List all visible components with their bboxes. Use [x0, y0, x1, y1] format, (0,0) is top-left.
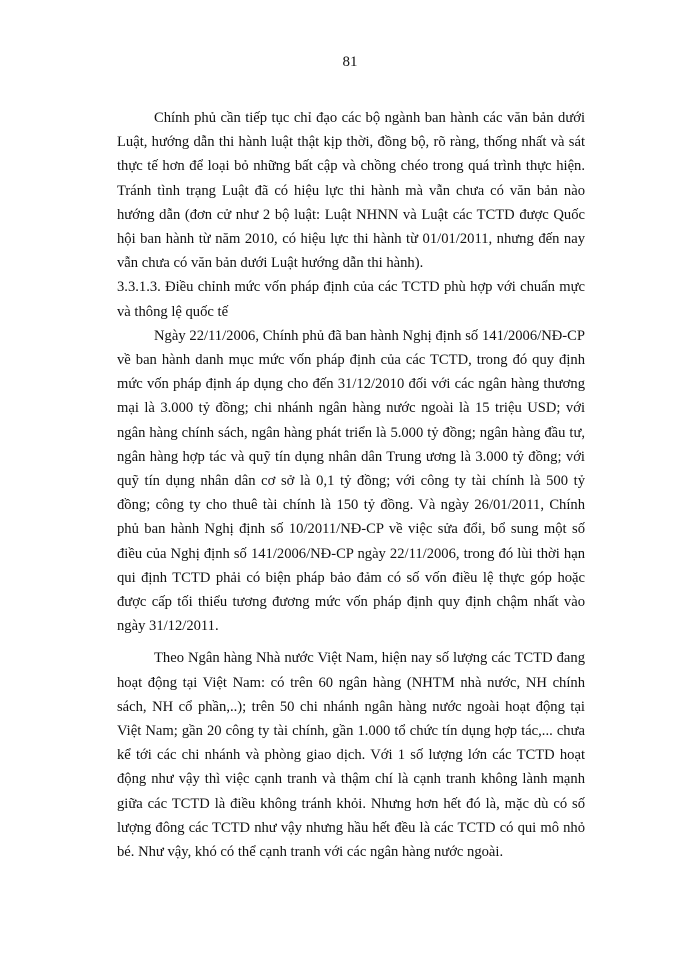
section-heading-3-3-1-3: 3.3.1.3. Điều chỉnh mức vốn pháp định của các TCTD phù hợp với chuẩn mực và thông lệ quốc tế: [117, 279, 585, 320]
paragraph-legal-capital-decree: Ngày 22/11/2006, Chính phủ đã ban hành Nghị định số 141/2006/NĐ-CP về ban hành danh mục mức vốn pháp định của các TCTD, trong đó quy định mức vốn pháp định áp dụng cho đến 31/12/2010 đối với các ngân hàng thương mại là 3.000 tỷ đồng; chi nhánh ngân hàng nước ngoài là 15 triệu USD; với ngân hàng chính sách, ngân hàng phát triển là 5.000 tỷ đồng; ngân hàng đầu tư, ngân hàng hợp tác và quỹ tín dụng nhân dân Trung ương là 3.000 tỷ đồng; với quỹ tín dụng nhân dân cơ sở là 0,1 tỷ đồng; với công ty tài chính là 500 tỷ đồng; công ty cho thuê tài chính là 150 tỷ đồng. Và ngày 26/01/2011, Chính phủ ban hành Nghị định số 10/2011/NĐ-CP về việc sửa đổi, bổ sung một số điều của Nghị định số 141/2006/NĐ-CP ngày 22/11/2006, trong đó lùi thời hạn qui định TCTD phải có biện pháp bảo đảm có số vốn điều lệ thực góp hoặc được cấp tối thiểu tương đương mức vốn pháp định quy định chậm nhất vào ngày 31/12/2011.: [117, 327, 585, 635]
paragraph-government-guidance: Chính phủ cần tiếp tục chỉ đạo các bộ ngành ban hành các văn bản dưới Luật, hướng dẫn thi hành luật thật kịp thời, đồng bộ, rõ ràng, thống nhất và sát thực tế hơn để loại bỏ những bất cập và chồng chéo trong quá trình thực hiện. Tránh tình trạng Luật đã có hiệu lực thi hành mà vẫn chưa có văn bản nào hướng dẫn (đơn cử như 2 bộ luật: Luật NHNN và Luật các TCTD được Quốc hội ban hành từ năm 2010, có hiệu lực thi hành từ 01/01/2011, nhưng đến nay vẫn chưa có văn bản dưới Luật hướng dẫn thi hành).: [117, 110, 585, 272]
page-number: 81: [342, 54, 358, 70]
document-body: [117, 106, 585, 864]
paragraph-credit-institutions-count: Theo Ngân hàng Nhà nước Việt Nam, hiện nay số lượng các TCTD đang hoạt động tại Việt Nam: có trên 60 ngân hàng (NHTM nhà nước, NH chính sách, NH cổ phần,..); trên 50 chi nhánh ngân hàng nước ngoài hoạt động tại Việt Nam; gần 20 công ty tài chính, gần 1.000 tổ chức tín dụng hợp tác,... chưa kể tới các chi nhánh và phòng giao dịch. Với 1 số lượng lớn các TCTD hoạt động như vậy thì việc cạnh tranh và thậm chí là cạnh tranh không lành mạnh giữa các TCTD là điều không tránh khỏi. Nhưng hơn hết đó là, mặc dù có số lượng đông các TCTD như vậy nhưng hầu hết đều là các TCTD có qui mô nhỏ bé. Như vậy, khó có thể cạnh tranh với các ngân hàng nước ngoài.: [117, 650, 585, 861]
paragraph-spacer: [117, 638, 585, 646]
